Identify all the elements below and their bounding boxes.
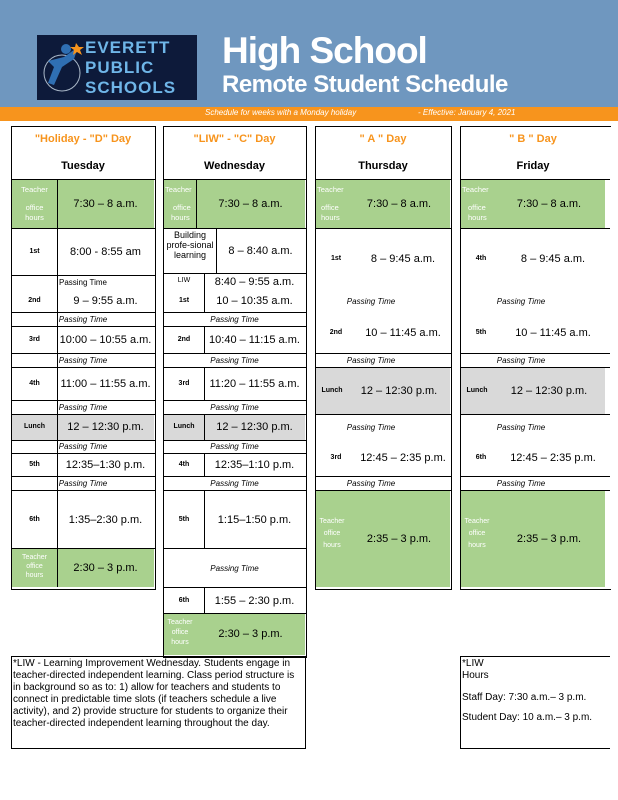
tue-time-2: 9 – 9:55 a.m. <box>73 295 138 307</box>
tue-time-4: 11:00 – 11:55 a.m. <box>60 378 151 390</box>
hours-title-1: *LIW <box>462 658 484 669</box>
wed-building-label: Building profe-sional learning <box>166 230 214 260</box>
wed-liw-label: LIW <box>177 277 191 284</box>
thursday-name: Thursday <box>358 160 408 172</box>
wed-period-5: 5th <box>178 516 190 523</box>
thu-passing: Passing Time <box>346 356 396 365</box>
title-line-2: Remote Student Schedule <box>222 71 508 98</box>
office-label-hours: hours <box>25 213 44 222</box>
subtitle-left: Schedule for weeks with a Monday holiday <box>205 108 357 117</box>
office-label-teacher: Teacher <box>21 185 48 194</box>
subtitle-right: - Effective: January 4, 2021 <box>418 108 516 117</box>
office-label-office: office <box>25 203 44 212</box>
logo-line-1: EVERETT <box>85 38 171 57</box>
fri-period-6: 6th <box>475 454 487 461</box>
tue-office-am-time: 7:30 – 8 a.m. <box>73 198 138 210</box>
tue-period-6: 6th <box>29 516 40 523</box>
hours-box <box>460 656 610 749</box>
wed-office-am-time: 7:30 – 8 a.m. <box>218 198 283 210</box>
wed-period-3: 3rd <box>178 380 190 387</box>
liw-note-box <box>11 656 306 749</box>
thu-office-am-time: 7:30 – 8 a.m. <box>366 198 432 210</box>
tue-time-1: 8:00 - 8:55 am <box>70 246 141 258</box>
tuesday-tag: "Holiday - "D" Day <box>34 133 132 145</box>
fri-passing: Passing Time <box>496 356 546 365</box>
wed-office-pm-time: 2:30 – 3 p.m. <box>218 628 283 640</box>
fri-time-5: 10 – 11:45 a.m. <box>515 327 591 339</box>
thu-time-1: 8 – 9:45 a.m. <box>370 253 436 265</box>
tue-passing: Passing Time <box>58 479 108 488</box>
tue-office-pm-time: 2:30 – 3 p.m. <box>73 562 138 574</box>
tue-passing: Passing Time <box>58 403 108 412</box>
wed-building-time: 8 – 8:40 a.m. <box>228 245 293 257</box>
wed-time-3: 11:20 – 11:55 a.m. <box>209 378 300 390</box>
wed-passing: Passing Time <box>210 442 259 451</box>
tue-period-3: 3rd <box>29 336 40 343</box>
fri-lunch-label: Lunch <box>466 387 488 394</box>
tuesday-name: Tuesday <box>61 160 105 172</box>
wed-time-1: 10 – 10:35 a.m. <box>216 295 293 307</box>
wed-time-6: 1:55 – 2:30 p.m. <box>214 595 295 607</box>
wed-passing: Passing Time <box>210 479 259 488</box>
tue-period-4: 4th <box>29 380 40 387</box>
wed-period-6: 6th <box>178 597 190 604</box>
thu-period-1: 1st <box>330 255 342 262</box>
fri-passing: Passing Time <box>496 297 546 306</box>
wed-period-2: 2nd <box>177 336 191 343</box>
thu-time-2: 10 – 11:45 a.m. <box>365 327 441 339</box>
tue-lunch-time: 12 – 12:30 p.m. <box>67 421 144 433</box>
wed-lunch-label: Lunch <box>173 423 195 430</box>
logo-line-2: PUBLIC <box>85 58 155 77</box>
wed-passing: Passing Time <box>210 356 259 365</box>
friday-name: Friday <box>516 160 550 172</box>
fri-period-4: 4th <box>475 255 487 262</box>
wed-passing: Passing Time <box>210 403 259 412</box>
liw-note-text: *LIW - Learning Improvement Wednesday. Students engage in teacher-directed independent learning. Class period structure is in background so as to: 1) allow for teachers and students to connect in predictable time slots (if teachers schedule a live activity), and 2) provide structure for students to organize their teacher-directed independent learning throughout the day. <box>13 658 295 729</box>
school-logo <box>37 35 197 100</box>
fri-passing: Passing Time <box>496 423 546 432</box>
tue-lunch-label: Lunch <box>24 423 45 430</box>
fri-passing: Passing Time <box>496 479 546 488</box>
thu-office-pm-time: 2:35 – 3 p.m. <box>366 533 432 545</box>
wed-passing: Passing Time <box>210 315 259 324</box>
hours-title-2: Hours <box>462 670 489 681</box>
tue-time-6: 1:35–2:30 p.m. <box>68 514 143 526</box>
subtitle-bar <box>0 107 618 121</box>
tue-passing: Passing Time <box>58 315 108 324</box>
fri-office-pm-time: 2:35 – 3 p.m. <box>516 533 582 545</box>
title-line-1: High School <box>222 30 427 71</box>
thu-period-2: 2nd <box>329 329 343 336</box>
wednesday-name: Wednesday <box>204 160 265 172</box>
tue-time-3: 10:00 – 10:55 a.m. <box>59 334 152 346</box>
fri-lunch-time: 12 – 12:30 p.m. <box>510 385 588 397</box>
wed-time-4: 12:35–1:10 p.m. <box>214 459 295 471</box>
fri-office-am-time: 7:30 – 8 a.m. <box>516 198 582 210</box>
fri-period-5: 5th <box>475 329 487 336</box>
tue-period-2: 2nd <box>28 297 41 304</box>
wed-liw-time: 8:40 – 9:55 a.m. <box>214 276 295 288</box>
thu-lunch-label: Lunch <box>321 387 343 394</box>
tue-time-5: 12:35–1:30 p.m. <box>65 459 146 471</box>
wednesday-tag: "LIW" - "C" Day <box>193 133 276 145</box>
thu-passing: Passing Time <box>346 297 396 306</box>
thu-passing: Passing Time <box>346 423 396 432</box>
tue-passing: Passing Time <box>58 356 108 365</box>
staff-day: Staff Day: 7:30 a.m.– 3 p.m. <box>462 692 587 703</box>
wed-lunch-time: 12 – 12:30 p.m. <box>216 421 293 433</box>
wed-time-5: 1:15–1:50 p.m. <box>217 514 292 526</box>
fri-time-4: 8 – 9:45 a.m. <box>520 253 586 265</box>
thu-lunch-time: 12 – 12:30 p.m. <box>360 385 438 397</box>
tue-period-5: 5th <box>29 461 40 468</box>
wed-period-4: 4th <box>178 461 190 468</box>
wed-time-2: 10:40 – 11:15 a.m. <box>209 334 300 346</box>
tue-passing: Passing Time <box>58 442 108 451</box>
wed-passing: Passing Time <box>210 564 259 573</box>
runner-icon <box>40 39 84 97</box>
logo-line-3: SCHOOLS <box>85 78 177 97</box>
student-day: Student Day: 10 a.m.– 3 p.m. <box>462 712 593 723</box>
wed-period-1: 1st <box>178 297 190 304</box>
friday-tag: " B " Day <box>509 133 557 145</box>
tue-period-1: 1st <box>29 248 40 255</box>
tue-passing: Passing Time <box>58 278 108 287</box>
thu-time-3: 12:45 – 2:35 p.m. <box>360 452 446 464</box>
fri-time-6: 12:45 – 2:35 p.m. <box>510 452 596 464</box>
thu-period-3: 3rd <box>330 454 342 461</box>
thursday-tag: " A " Day <box>359 133 407 145</box>
thu-passing: Passing Time <box>346 479 396 488</box>
